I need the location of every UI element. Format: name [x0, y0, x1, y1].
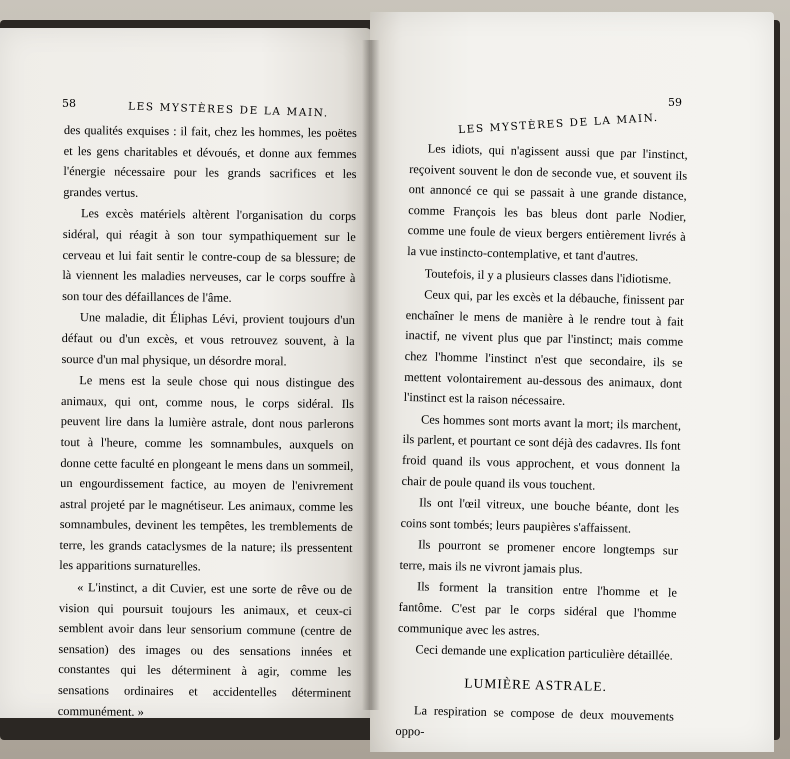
right-running-head: LES MYSTÈRES DE LA MAIN. — [457, 111, 660, 137]
right-page-text — [395, 138, 688, 749]
left-paragraph: « L'instinct, a dit Cuvier, est une sorte de rêve ou de vision qui poursuit toujours les animaux, et ceux-ci semblent avoir dans leur sensorium commune (centre de sensation) des images ou des sensations innées et constantes qui les déterminent à agir, comme les sensations ordinaires et accidentelles déterminent communément. » — [57, 580, 353, 719]
left-page-number: 58 — [62, 97, 76, 110]
section-title: LUMIÈRE ASTRALE. — [464, 675, 608, 694]
book-gutter — [362, 40, 380, 710]
left-page-text — [58, 120, 357, 725]
right-paragraph: Ils pourront se promener encore longtemps sur terre, mais ils ne vivront jamais plus. — [399, 537, 679, 577]
left-running-head: LES MYSTÈRES DE LA MAIN. — [127, 100, 330, 120]
right-paragraph: Les idiots, qui n'agissent aussi que par l'instinct, reçoivent souvent le don de seconde vue, et souvent ils ont annoncé ce qui se passait à une grande distance, comme François les bas bleus dont parle Nodier, comme une foule de vieux bergers entièrement livrés à la vue instincto-contemplative, et tant d'autres. — [407, 141, 688, 264]
left-paragraph: Une maladie, dit Éliphas Lévi, provient toujours d'un défaut ou d'un excès, et vous retrouvez souvent, à la source d'un mal physique, un désordre moral. — [61, 310, 355, 368]
section-paragraph: La respiration se compose de deux mouvements oppo- — [395, 703, 675, 739]
right-paragraph: Ceci demande une explication particulière détaillée. — [415, 642, 673, 663]
right-paragraph: Ces hommes sont morts avant la mort; ils marchent, ils parlent, et pourtant ce sont déjà des cadavres. Ils font froid quand ils vous approchent, et vous donnent la chair de poule quand ils vous touchent. — [401, 412, 682, 493]
left-paragraph: Les excès matériels altèrent l'organisation du corps sidéral, qui réagit à son tour sympathiquement sur le cerveau et lui fait sentir le contre-coup de sa blessure; de là viennent les maladies nerveuses, car le corps souffre à son tour des défaillances de l'âme. — [62, 206, 357, 305]
right-paragraph: Ils forment la transition entre l'homme et le fantôme. C'est par le corps sidéral que l'homme communique avec les astres. — [397, 579, 678, 638]
left-paragraph: des qualités exquises : il fait, chez les hommes, les poëtes et les gens charitables et dévoués, et donne aux femmes l'énergie nécessaire pour les grands sacrifices et les grandes vertus. — [63, 122, 357, 200]
left-paragraph: Le mens est la seule chose qui nous distingue des animaux, qui ont, comme nous, le corps sidéral. Ils peuvent lire dans la lumière astrale, dont nous parlerons tout à l'heure, comme les somnambules, auxquels on donne cette faculté en plongeant le mens dans un sommeil, un engourdissement factice, au moyen de l'enivrement astral projeté par le magnétiseur. Les animaux, comme les somnambules, devinent les tempêtes, les tremblements de terre, les grands cataclysmes de la nature; ils pressentent les apparitions surnaturelles. — [59, 373, 355, 574]
right-paragraph: Ceux qui, par les excès et la débauche, finissent par enchaîner le mens de manière à le rendre tout à fait inactif, ne vivent plus que par l'instinct; mais comme chez l'homme l'instinct n'est que secondaire, ils se mettent volontairement au-dessous des animaux, dont l'instinct est la raison nécessaire. — [403, 287, 685, 408]
right-paragraph: Toutefois, il y a plusieurs classes dans l'idiotisme. — [424, 265, 672, 286]
right-page-number: 59 — [668, 96, 682, 109]
right-paragraph: Ils ont l'œil vitreux, une bouche béante, dont les coins sont tombés; leurs paupières s'affaissent. — [400, 495, 680, 536]
